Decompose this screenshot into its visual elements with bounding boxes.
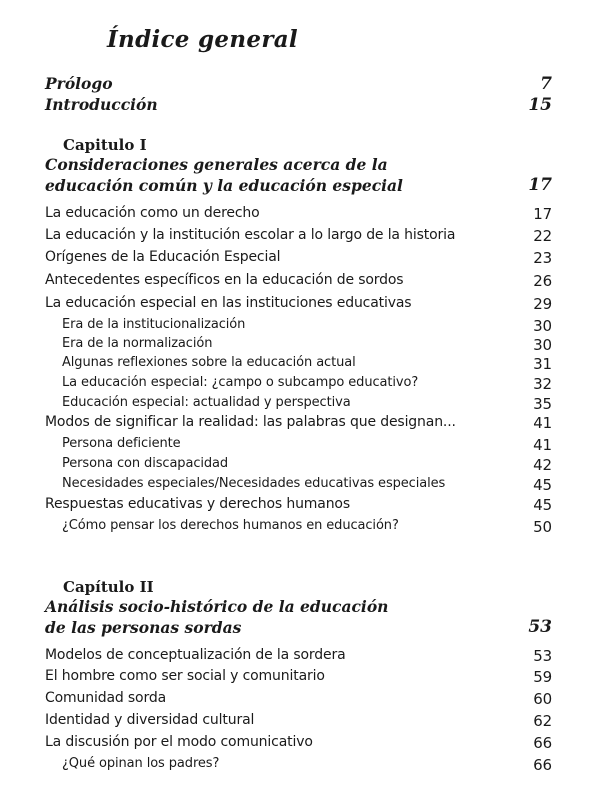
toc-entry-page: 31 (533, 355, 552, 373)
toc-entry-label: Necesidades especiales/Necesidades educativas especiales (62, 476, 446, 491)
chapter-2-heading-line-1: Análisis socio-histórico de la educación (45, 597, 389, 616)
toc-entry-page: 15 (528, 95, 552, 115)
chapter-1-heading-line-1: Consideraciones generales acerca de la (45, 155, 388, 174)
toc-entry-label: Persona con discapacidad (62, 456, 229, 471)
toc-entry-label: La educación especial en las instituciones educativas (45, 295, 412, 311)
toc-entry-label: Orígenes de la Educación Especial (45, 249, 281, 265)
toc-entry-label: Persona deficiente (62, 436, 181, 451)
toc-entry-page: 22 (533, 227, 552, 245)
toc-entry-label: Comunidad sorda (45, 690, 167, 706)
toc-entry-label: Identidad y diversidad cultural (45, 712, 255, 728)
toc-entry-page: 42 (533, 456, 552, 474)
toc-entry-page: 59 (533, 668, 552, 686)
toc-entry-page: 35 (533, 395, 552, 413)
toc-entry-label: Prólogo (45, 74, 113, 93)
chapter-1-heading-line-2: educación común y la educación especial (45, 176, 403, 195)
toc-entry-page: 41 (533, 414, 552, 432)
toc-entry-label: La educación especial: ¿campo o subcampo educativo? (62, 375, 419, 390)
toc-entry-page: 7 (540, 74, 552, 94)
toc-entry-label: Introducción (45, 95, 158, 114)
toc-entry-page: 26 (533, 272, 552, 290)
toc-entry-page: 66 (533, 756, 552, 774)
toc-entry-label: ¿Qué opinan los padres? (62, 756, 220, 771)
chapter-2-heading-line-2: de las personas sordas (45, 618, 242, 637)
toc-entry-page: 60 (533, 690, 552, 708)
toc-entry-label: Algunas reflexiones sobre la educación actual (62, 355, 356, 370)
toc-entry-label: Modos de significar la realidad: las palabras que designan... (45, 414, 456, 430)
toc-entry-label: La educación como un derecho (45, 205, 260, 221)
toc-entry-page: 30 (533, 336, 552, 354)
toc-entry-page: 29 (533, 295, 552, 313)
toc-entry-page: 45 (533, 476, 552, 494)
toc-entry-page: 45 (533, 496, 552, 514)
toc-entry-label: Era de la normalización (62, 336, 213, 351)
toc-entry-page: 66 (533, 734, 552, 752)
toc-entry-label: Educación especial: actualidad y perspectiva (62, 395, 351, 410)
toc-entry-page: 53 (533, 647, 552, 665)
toc-entry-page: 32 (533, 375, 552, 393)
toc-entry-label: ¿Cómo pensar los derechos humanos en educación? (62, 518, 399, 533)
toc-entry-page: 17 (533, 205, 552, 223)
chapter-2-page: 53 (528, 617, 552, 637)
toc-entry-label: Respuestas educativas y derechos humanos (45, 496, 350, 512)
toc-entry-page: 50 (533, 518, 552, 536)
toc-entry-label: Modelos de conceptualización de la sordera (45, 647, 346, 663)
toc-entry-label: La educación y la institución escolar a lo largo de la historia (45, 227, 456, 243)
toc-entry-label: La discusión por el modo comunicativo (45, 734, 313, 750)
chapter-1-label: Capitulo I (63, 136, 147, 154)
chapter-1-page: 17 (528, 175, 552, 195)
toc-entry-page: 30 (533, 317, 552, 335)
toc-entry-page: 62 (533, 712, 552, 730)
toc-entry-page: 23 (533, 249, 552, 267)
page-title: Índice general (107, 26, 298, 53)
toc-entry-label: Era de la institucionalización (62, 317, 246, 332)
toc-entry-label: Antecedentes específicos en la educación de sordos (45, 272, 404, 288)
toc-entry-page: 41 (533, 436, 552, 454)
chapter-2-label: Capítulo II (63, 578, 154, 596)
toc-entry-label: El hombre como ser social y comunitario (45, 668, 325, 684)
